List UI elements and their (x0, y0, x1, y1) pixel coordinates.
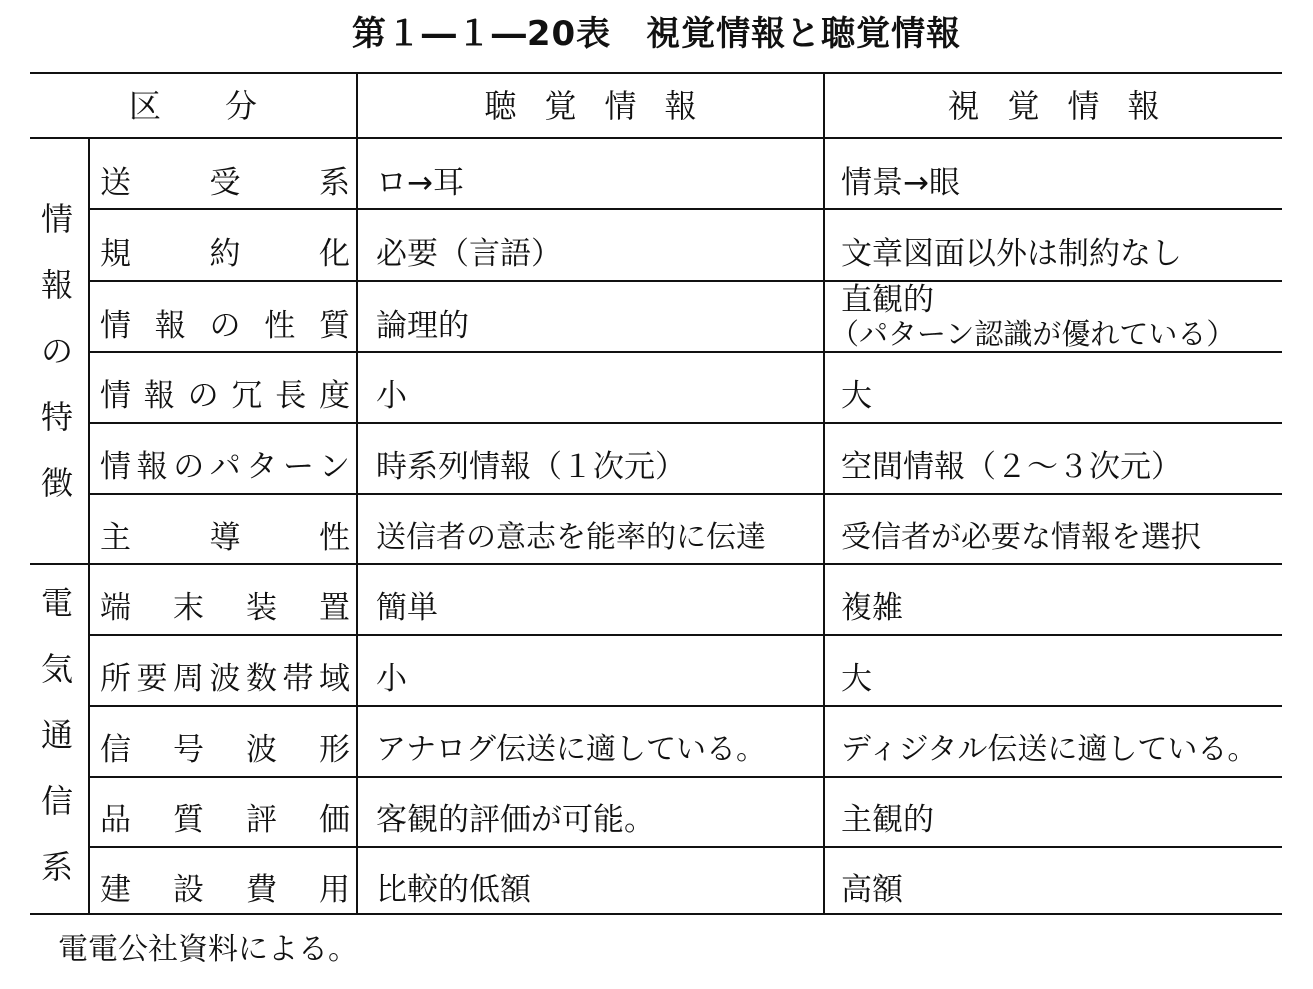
visual-cell: 高額 (841, 872, 903, 908)
auditory-cell: 比較的低額 (376, 872, 531, 908)
row-label: 主導性 (100, 520, 350, 556)
group-char: 徴 (40, 464, 73, 502)
row-rule (90, 351, 1282, 353)
visual-cell: 大 (841, 378, 872, 414)
visual-cell: ディジタル伝送に適している。 (841, 732, 1258, 767)
row-rule (90, 208, 1282, 210)
row-rule (90, 705, 1282, 707)
row-label: 送受系 (100, 165, 350, 201)
auditory-cell: 客観的評価が可能。 (376, 802, 655, 838)
row-label: 情報の性質 (100, 308, 350, 344)
group-char: 情 (40, 200, 73, 238)
row-label: 所要周波数帯域 (100, 661, 350, 697)
auditory-cell: 送信者の意志を能率的に伝達 (376, 520, 766, 555)
visual-cell: 情景→眼 (841, 165, 960, 201)
row-label: 建設費用 (100, 872, 350, 908)
row-rule (90, 280, 1282, 282)
header-visual: 視覚情報 (947, 87, 1188, 125)
visual-cell: 直観的 (841, 282, 934, 318)
group-label-information-features (28, 186, 86, 516)
visual-cell: 主観的 (841, 802, 934, 838)
bottom-rule (30, 913, 1282, 915)
row-label: 情報のパターン (100, 449, 350, 485)
auditory-cell: ロ→耳 (376, 165, 464, 201)
auditory-cell: 小 (376, 661, 407, 697)
group-char: 特 (40, 398, 73, 436)
row-label: 信号波形 (100, 732, 350, 768)
row-rule (90, 846, 1282, 848)
visual-cell: 空間情報（２～３次元） (841, 449, 1182, 485)
group-col-divider-lower (88, 565, 90, 913)
row-rule (90, 634, 1282, 636)
table-title: 第１―１―20表 視覚情報と聴覚情報 (351, 14, 962, 54)
auditory-cell: アナログ伝送に適している。 (376, 732, 766, 767)
row-rule (90, 422, 1282, 424)
group-divider-rule (30, 563, 1282, 565)
row-label: 規約化 (100, 236, 350, 272)
row-label: 端末装置 (100, 590, 350, 626)
row-rule (90, 493, 1282, 495)
visual-cell: 受信者が必要な情報を選択 (841, 520, 1201, 555)
auditory-cell: 必要（言語） (376, 236, 562, 272)
header-auditory: 聴覚情報 (484, 87, 725, 125)
visual-cell: 文章図面以外は制約なし (841, 236, 1182, 272)
visual-cell: 複雑 (841, 590, 903, 626)
group-char: 通 (40, 716, 73, 754)
auditory-cell: 小 (376, 378, 407, 414)
group-char: の (40, 332, 73, 370)
header-category: 区 分 (128, 87, 257, 125)
auditory-cell: 簡単 (376, 590, 438, 626)
source-note: 電電公社資料による。 (58, 932, 358, 967)
group-char: 信 (40, 782, 73, 820)
visual-cell: 大 (841, 661, 872, 697)
row-rule (90, 776, 1282, 778)
group-char: 電 (40, 584, 73, 622)
visual-cell-note: （パターン認識が優れている） (830, 317, 1236, 351)
group-char: 報 (40, 266, 73, 304)
row-label: 情報の冗長度 (100, 378, 350, 414)
group-char: 気 (40, 650, 73, 688)
auditory-cell: 時系列情報（１次元） (376, 449, 686, 485)
auditory-cell: 論理的 (376, 308, 469, 344)
group-label-telecom-system (28, 570, 86, 900)
group-char: 系 (40, 848, 73, 886)
row-label: 品質評価 (100, 802, 350, 838)
